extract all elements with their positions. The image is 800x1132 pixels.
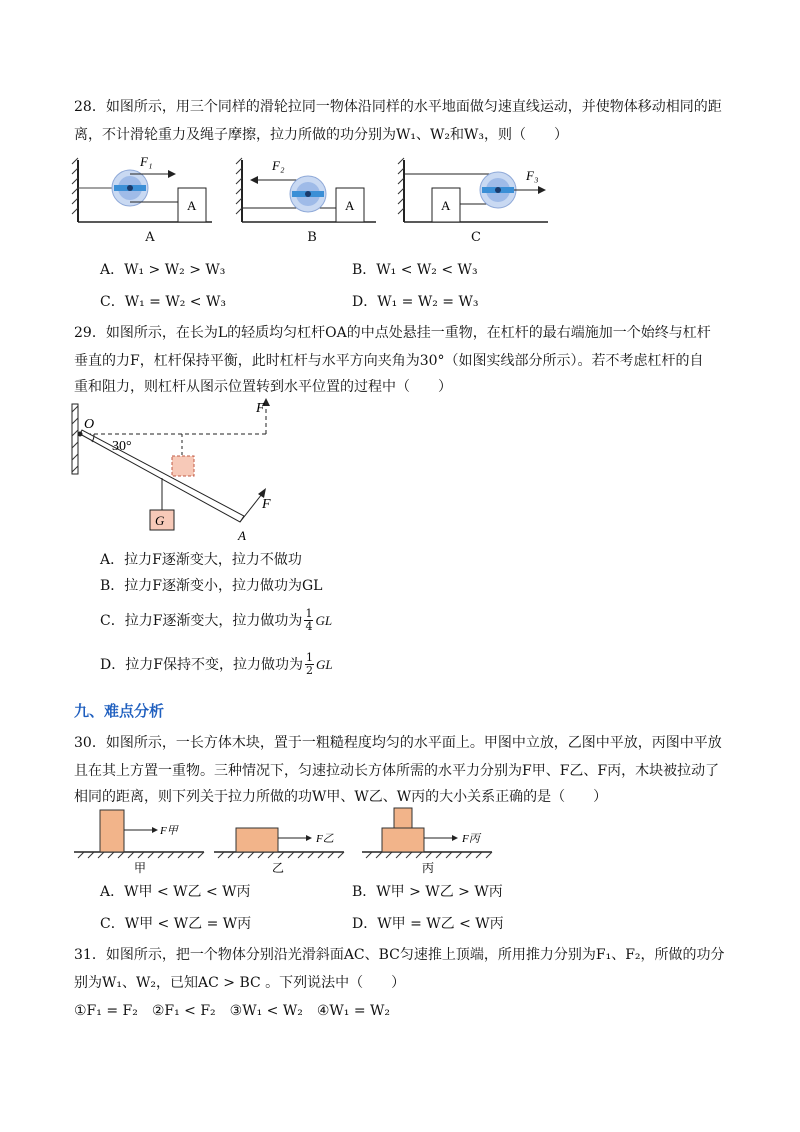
lever-f-top-label: F: [256, 401, 265, 416]
force-f3-label: F₃: [526, 168, 539, 183]
q29-line-2: 垂直的力F，杠杆保持平衡，此时杠杆与水平方向夹角为30°（如图实线部分所示）。若不考虑杠杆的自: [74, 353, 704, 369]
fraction-quarter: 1 4: [305, 607, 313, 633]
force-f2-label: F₂: [272, 158, 285, 173]
caption-yi: 乙: [272, 861, 285, 875]
q29-line-3: 重和阻力，则杠杆从图示位置转到水平位置的过程中（ ）: [74, 379, 452, 395]
q28-option-b[interactable]: B．W₁ < W₂ < W₃: [352, 262, 478, 278]
q29-line-1: 29．如图所示，在长为L的轻质均匀杠杆OA的中点处悬挂一重物，在杠杆的最右端施加一个始终与杠杆: [74, 325, 711, 341]
q28-option-d[interactable]: D．W₁ = W₂ = W₃: [352, 294, 479, 310]
q28-caption-a: A: [145, 230, 155, 245]
q29-lever-figure: [70, 398, 290, 548]
q28-line-2: 离，不计滑轮重力及绳子摩擦，拉力所做的功分别为W₁、W₂和W₃，则（ ）: [74, 127, 569, 143]
block-a-label: A: [187, 198, 197, 213]
q30-line-2: 且在其上方置一重物。三种情况下，匀速拉动长方体所需的水平力分别为F甲、F乙、F丙，木块被拉动了: [74, 763, 720, 779]
q29-option-a[interactable]: A．拉力F逐渐变大，拉力不做功: [100, 552, 302, 568]
q28-option-c[interactable]: C．W₁ = W₂ < W₃: [100, 294, 226, 310]
q30-option-b[interactable]: B．W甲 > W乙 > W丙: [352, 884, 503, 900]
lever-f-side-label: F: [262, 497, 271, 512]
block-c-label: A: [441, 198, 451, 213]
q29-option-d-text: D．拉力F保持不变，拉力做功为: [100, 656, 303, 673]
q28-option-a[interactable]: A．W₁ > W₂ > W₃: [100, 262, 226, 278]
q29-option-c-gl: GL: [315, 612, 333, 628]
q31-line-1: 31．如图所示，把一个物体分别沿光滑斜面AC、BC匀速推上顶端，所用推力分别为F₁、F₂，所做的功分: [74, 947, 725, 963]
force-yi-label: F乙: [316, 833, 334, 845]
block-b-label: A: [345, 198, 355, 213]
q28-figure-c: [398, 152, 558, 232]
q31-statements: ①F₁ = F₂ ②F₁ < F₂ ③W₁ < W₂ ④W₁ = W₂: [74, 1003, 391, 1019]
q29-option-c-text: C．拉力F逐渐变大，拉力做功为: [100, 612, 303, 629]
q29-option-b[interactable]: B．拉力F逐渐变小，拉力做功为GL: [100, 578, 323, 594]
q28-line-1: 28．如图所示，用三个同样的滑轮拉同一物体沿同样的水平地面做匀速直线运动，并使物体移动相同的距: [74, 99, 722, 115]
force-jia-label: F甲: [160, 825, 178, 837]
q29-option-d-gl: GL: [315, 656, 333, 672]
q31-line-2: 别为W₁、W₂，已知AC > BC 。下列说法中（ ）: [74, 975, 406, 991]
force-bing-label: F丙: [462, 833, 480, 845]
q28-figure-a: [72, 152, 222, 232]
caption-jia: 甲: [134, 861, 147, 875]
caption-bing: 丙: [422, 861, 435, 875]
pivot-o-label: O: [84, 417, 95, 432]
section-heading: 九、难点分析: [74, 702, 165, 720]
angle-label: 30°: [112, 439, 132, 454]
q30-line-1: 30．如图所示，一长方体木块，置于一粗糙程度均匀的水平面上。甲图中立放，乙图中平放，丙图中平放: [74, 735, 722, 751]
fraction-half: 1 2: [305, 651, 313, 677]
q29-option-d[interactable]: [100, 652, 333, 677]
q28-caption-b: B: [307, 230, 317, 245]
weight-g-label: G: [155, 513, 165, 528]
q30-line-3: 相同的距离，则下列关于拉力所做的功W甲、W乙、W丙的大小关系正确的是（ ）: [74, 789, 608, 805]
force-f1-label: F₁: [140, 154, 153, 169]
q29-option-c[interactable]: [100, 608, 332, 633]
q30-figure: [72, 804, 502, 874]
q30-option-c[interactable]: C．W甲 < W乙 = W丙: [100, 916, 252, 932]
q28-figure-b: [236, 152, 386, 232]
q30-option-d[interactable]: D．W甲 = W乙 < W丙: [352, 916, 504, 932]
end-a-label: A: [238, 528, 246, 543]
q28-caption-c: C: [471, 230, 481, 245]
q30-option-a[interactable]: A．W甲 < W乙 < W丙: [100, 884, 251, 900]
